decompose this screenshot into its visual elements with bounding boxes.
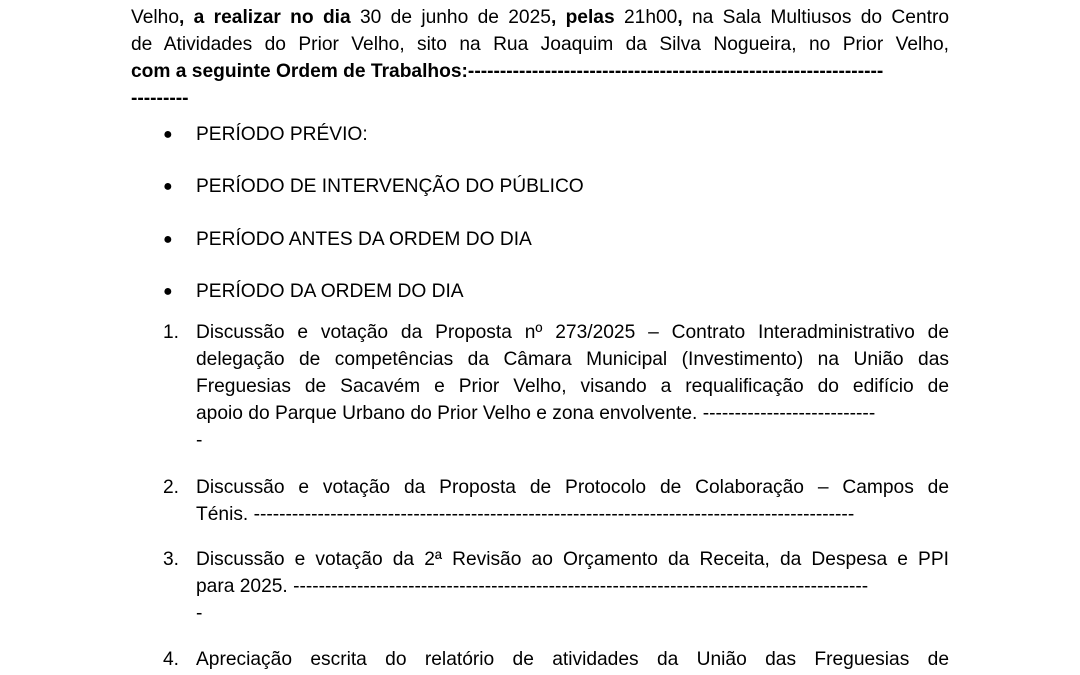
bullet-icon: ●	[163, 126, 173, 143]
agenda-item-line: Discussão e votação da Proposta nº 273/2025 – Contrato Interadministrativo de	[196, 322, 949, 343]
agenda-item-number: 4.	[163, 649, 180, 670]
bullet-icon: ●	[163, 178, 173, 195]
period-label: PERÍODO ANTES DA ORDEM DO DIA	[196, 229, 532, 250]
agenda-item-line: delegação de competências da Câmara Municipal (Investimento) na União das	[196, 349, 949, 370]
agenda-item-line: Freguesias de Sacavém e Prior Velho, visando a requalificação do edifício de	[196, 376, 949, 397]
agenda-item-line: Discussão e votação da 2ª Revisão ao Orçamento da Receita, da Despesa e PPI	[196, 549, 949, 570]
agenda-item-line: Ténis. ----------------------------------------------------------------------------------------------	[196, 504, 855, 525]
agenda-item-number: 1.	[163, 322, 180, 343]
period-label: PERÍODO DE INTERVENÇÃO DO PÚBLICO	[196, 176, 584, 197]
intro-location: na Sala Multiusos do Centro	[682, 7, 950, 28]
intro-line-1	[131, 4, 949, 31]
agenda-item-line: para 2025. ------------------------------------------------------------------------------------------	[196, 576, 869, 597]
intro-time: 21h00	[614, 7, 678, 28]
intro-line-3: com a seguinte Ordem de Trabalhos:-----------------------------------------------------------------	[131, 61, 884, 82]
intro-line-2: de Atividades do Prior Velho, sito na Rua Joaquim da Silva Nogueira, no Prior Velho,	[131, 34, 949, 55]
intro-label-time: , pelas	[550, 7, 615, 28]
intro-place: Velho	[131, 7, 180, 28]
agenda-item-line: -	[196, 603, 203, 624]
agenda-item-line: Apreciação escrita do relatório de atividades da União das Freguesias de	[196, 649, 949, 670]
agenda-item-line: Discussão e votação da Proposta de Protocolo de Colaboração – Campos de	[196, 477, 949, 498]
period-label: PERÍODO DA ORDEM DO DIA	[196, 281, 464, 302]
intro-date: 30 de junho de 2025	[350, 7, 551, 28]
agenda-item-line: apoio do Parque Urbano do Prior Velho e zona envolvente. ---------------------------	[196, 403, 876, 424]
bullet-icon: ●	[163, 283, 173, 300]
intro-comma: ,	[677, 7, 683, 28]
intro-line-4: ---------	[131, 88, 189, 109]
agenda-item-number: 2.	[163, 477, 180, 498]
period-label: PERÍODO PRÉVIO:	[196, 124, 368, 145]
agenda-item-number: 3.	[163, 549, 180, 570]
intro-label-date: , a realizar no dia	[179, 7, 351, 28]
bullet-icon: ●	[163, 231, 173, 248]
agenda-item-line: -	[196, 430, 203, 451]
